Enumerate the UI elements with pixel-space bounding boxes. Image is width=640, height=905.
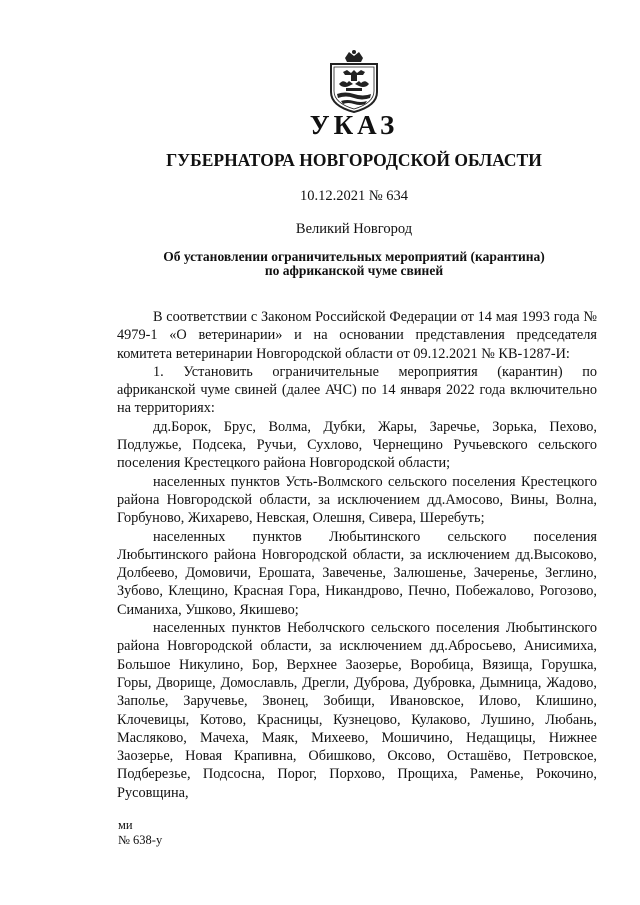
paragraph-item-1: 1. Установить ограничительные мероприятия (карантин) по африканской чуме свиней (далее АЧС) по 14 января 2022 года включительно на территориях: — [117, 363, 597, 417]
footer-initials: ми — [118, 818, 133, 832]
paragraph-territory-ust-volmskoe: населенных пунктов Усть-Волмского сельского поселения Крестецкого района Новгородской области, за исключением дд.Амосово, Вины, Волна, Горбуново, Жихарево, Невская, Олешня, Сивера, Шеребуть; — [117, 473, 597, 527]
city-name: Великий Новгород — [295, 221, 413, 237]
footer-ref-number: № 638-у — [118, 833, 163, 847]
date-number: 10.12.2021 № 634 — [299, 188, 409, 204]
document-body — [117, 308, 597, 802]
subject-line-2: по африканской чуме свиней — [264, 263, 444, 278]
document-type: УКАЗ — [309, 110, 399, 140]
paragraph-territory-nebolchskoe: населенных пунктов Неболчского сельского поселения Любытинского района Новгородской области, за исключением дд.Абросьево, Анисимиха, Большое Никулино, Бор, Верхнее Заозерье, Воробица, Вязища, Горушка, Горы, Дворище, Домославль, Дрегли, Дуброва, Дубровка, Дымница, Жадово, Заполье, Заручевье, Звонец, Зобищи, Ивановское, Илово, Клишино, Клочевицы, Котово, Красницы, Кузнецово, Кулаково, Лушино, Любань, Масляково, Мачеха, Маяк, Михеево, Мошичино, Недащицы, Нижнее Заозерье, Новая Крапивна, Обишково, Оксово, Осташёво, Петровское, Подберезье, Подсосна, Порог, Порхово, Прощиха, Раменье, Рокочино, Русовщина, — [117, 620, 597, 801]
subject-line-1: Об установлении ограничительных мероприятий (карантина) — [163, 249, 545, 264]
issuer-title: ГУБЕРНАТОРА НОВГОРОДСКОЙ ОБЛАСТИ — [166, 150, 542, 170]
footer-block — [118, 818, 162, 848]
paragraph-territory-lyubytinskoe: населенных пунктов Любытинского сельского поселения Любытинского района Новгородской области, за исключением дд.Высоково, Долбеево, Домовичи, Ерошата, Завеченье, Залюшенье, Зачеренье, Зеглино, Зубово, Клещино, Красная Гора, Никандрово, Печно, Побежалово, Рогозово, Симаниха, Ушково, Якишево; — [117, 528, 597, 618]
subject-heading — [34, 250, 640, 278]
coat-of-arms-icon — [325, 48, 383, 114]
paragraph-territory-ruchyevskoe: дд.Борок, Брус, Волма, Дубки, Жары, Заречье, Зорька, Пехово, Подлужье, Подсека, Ручьи, Сухлово, Чернещино Ручьевского сельского поселения Крестецкого района Новгородской области; — [117, 418, 597, 472]
paragraph-preamble: В соответствии с Законом Российской Федерации от 14 мая 1993 года № 4979-1 «О ветеринарии» и на основании представления председателя комитета ветеринарии Новгородской области от 09.12.2021 № КВ-1287-И: — [117, 309, 597, 362]
